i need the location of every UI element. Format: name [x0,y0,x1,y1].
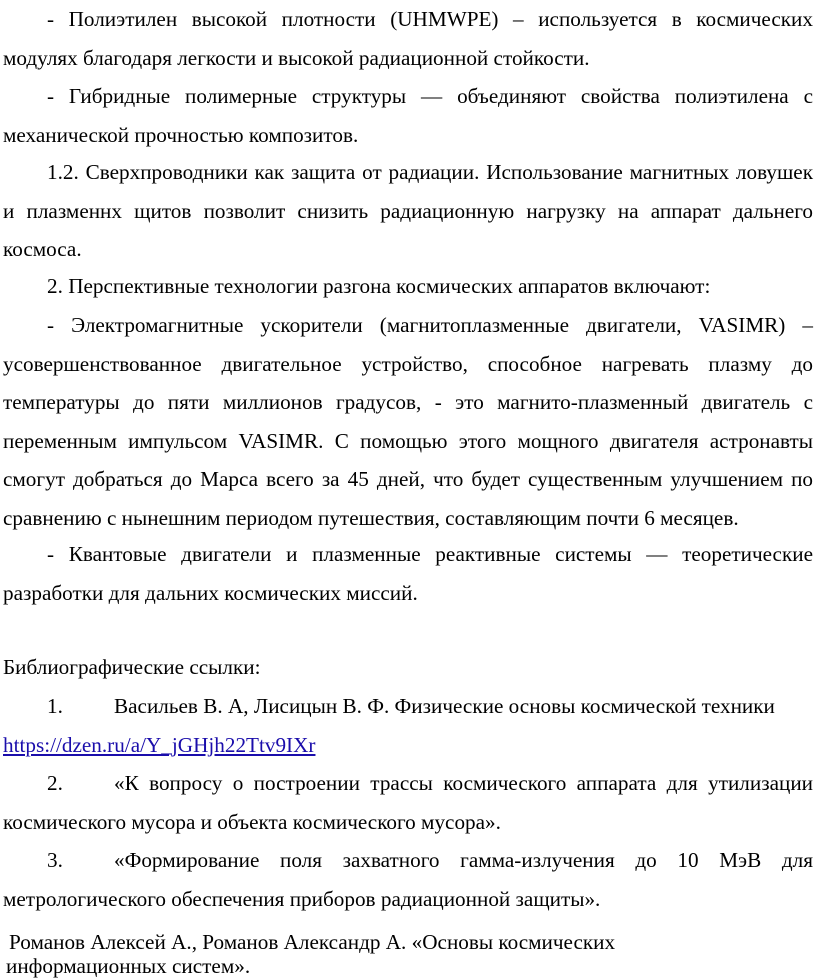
bibliography-item-2-text: «К вопросу о построении трассы космического аппарата для утилизации космического мусора и объекта космического мусора». [3,771,813,834]
bibliography-item-2-number: 2. [47,771,63,795]
paragraph-hybrid-polymers: - Гибридные полимерные структуры — объединяют свойства полиэтилена с механической прочностью композитов. [3,84,813,147]
paragraph-vasimr: - Электромагнитные ускорители (магнитоплазменные двигатели, VASIMR) – усовершенствованное двигательное устройство, способное нагревать плазму до температуры до пяти миллионов градусов, - это магнито-плазменный двигатель с переменным импульсом VASIMR. С помощью этого мощного двигателя астронавты смогут добраться до Марса всего за 45 дней, что будет существенным улучшением по сравнению с нынешним периодом путешествия, составляющим почти 6 месяцев. [3,313,813,530]
bibliography-item-2 [3,764,813,841]
bibliography-item-3-number: 3. [47,848,63,872]
paragraph-propulsion-heading: 2. Перспективные технологии разгона космических аппаратов включают: [47,274,711,298]
bibliography-item-1-link[interactable]: https://dzen.ru/a/Y_jGHjh22Ttv9IXr [3,732,316,757]
bibliography-item-1 [3,687,813,764]
bibliography-item-3-text: «Формирование поля захватного гамма-излучения до 10 МэВ для метрологического обеспечения приборов радиационной защиты». [3,848,813,911]
bibliography-item-1-text: Васильев В. А, Лисицын В. Ф. Физические основы космической техники [114,694,775,718]
bibliography-item-1-number: 1. [47,694,63,718]
bibliography-item-3 [3,841,813,918]
paragraph-quantum-engines: - Квантовые двигатели и плазменные реактивные системы — теоретические разработки для дальних космических миссий. [3,542,813,605]
bibliography-extra-reference: Романов Алексей А., Романов Александр А. «Основы космических информационных систем». [6,930,616,978]
bibliography-heading: Библиографические ссылки: [3,655,261,679]
paragraph-uhmwpe: - Полиэтилен высокой плотности (UHMWPE) – используется в космических модулях благодаря легкости и высокой радиационной стойкости. [3,7,813,70]
paragraph-superconductors: 1.2. Сверхпроводники как защита от радиации. Использование магнитных ловушек и плазменнх щитов позволит снизить радиационную нагрузку на аппарат дальнего космоса. [3,160,813,262]
